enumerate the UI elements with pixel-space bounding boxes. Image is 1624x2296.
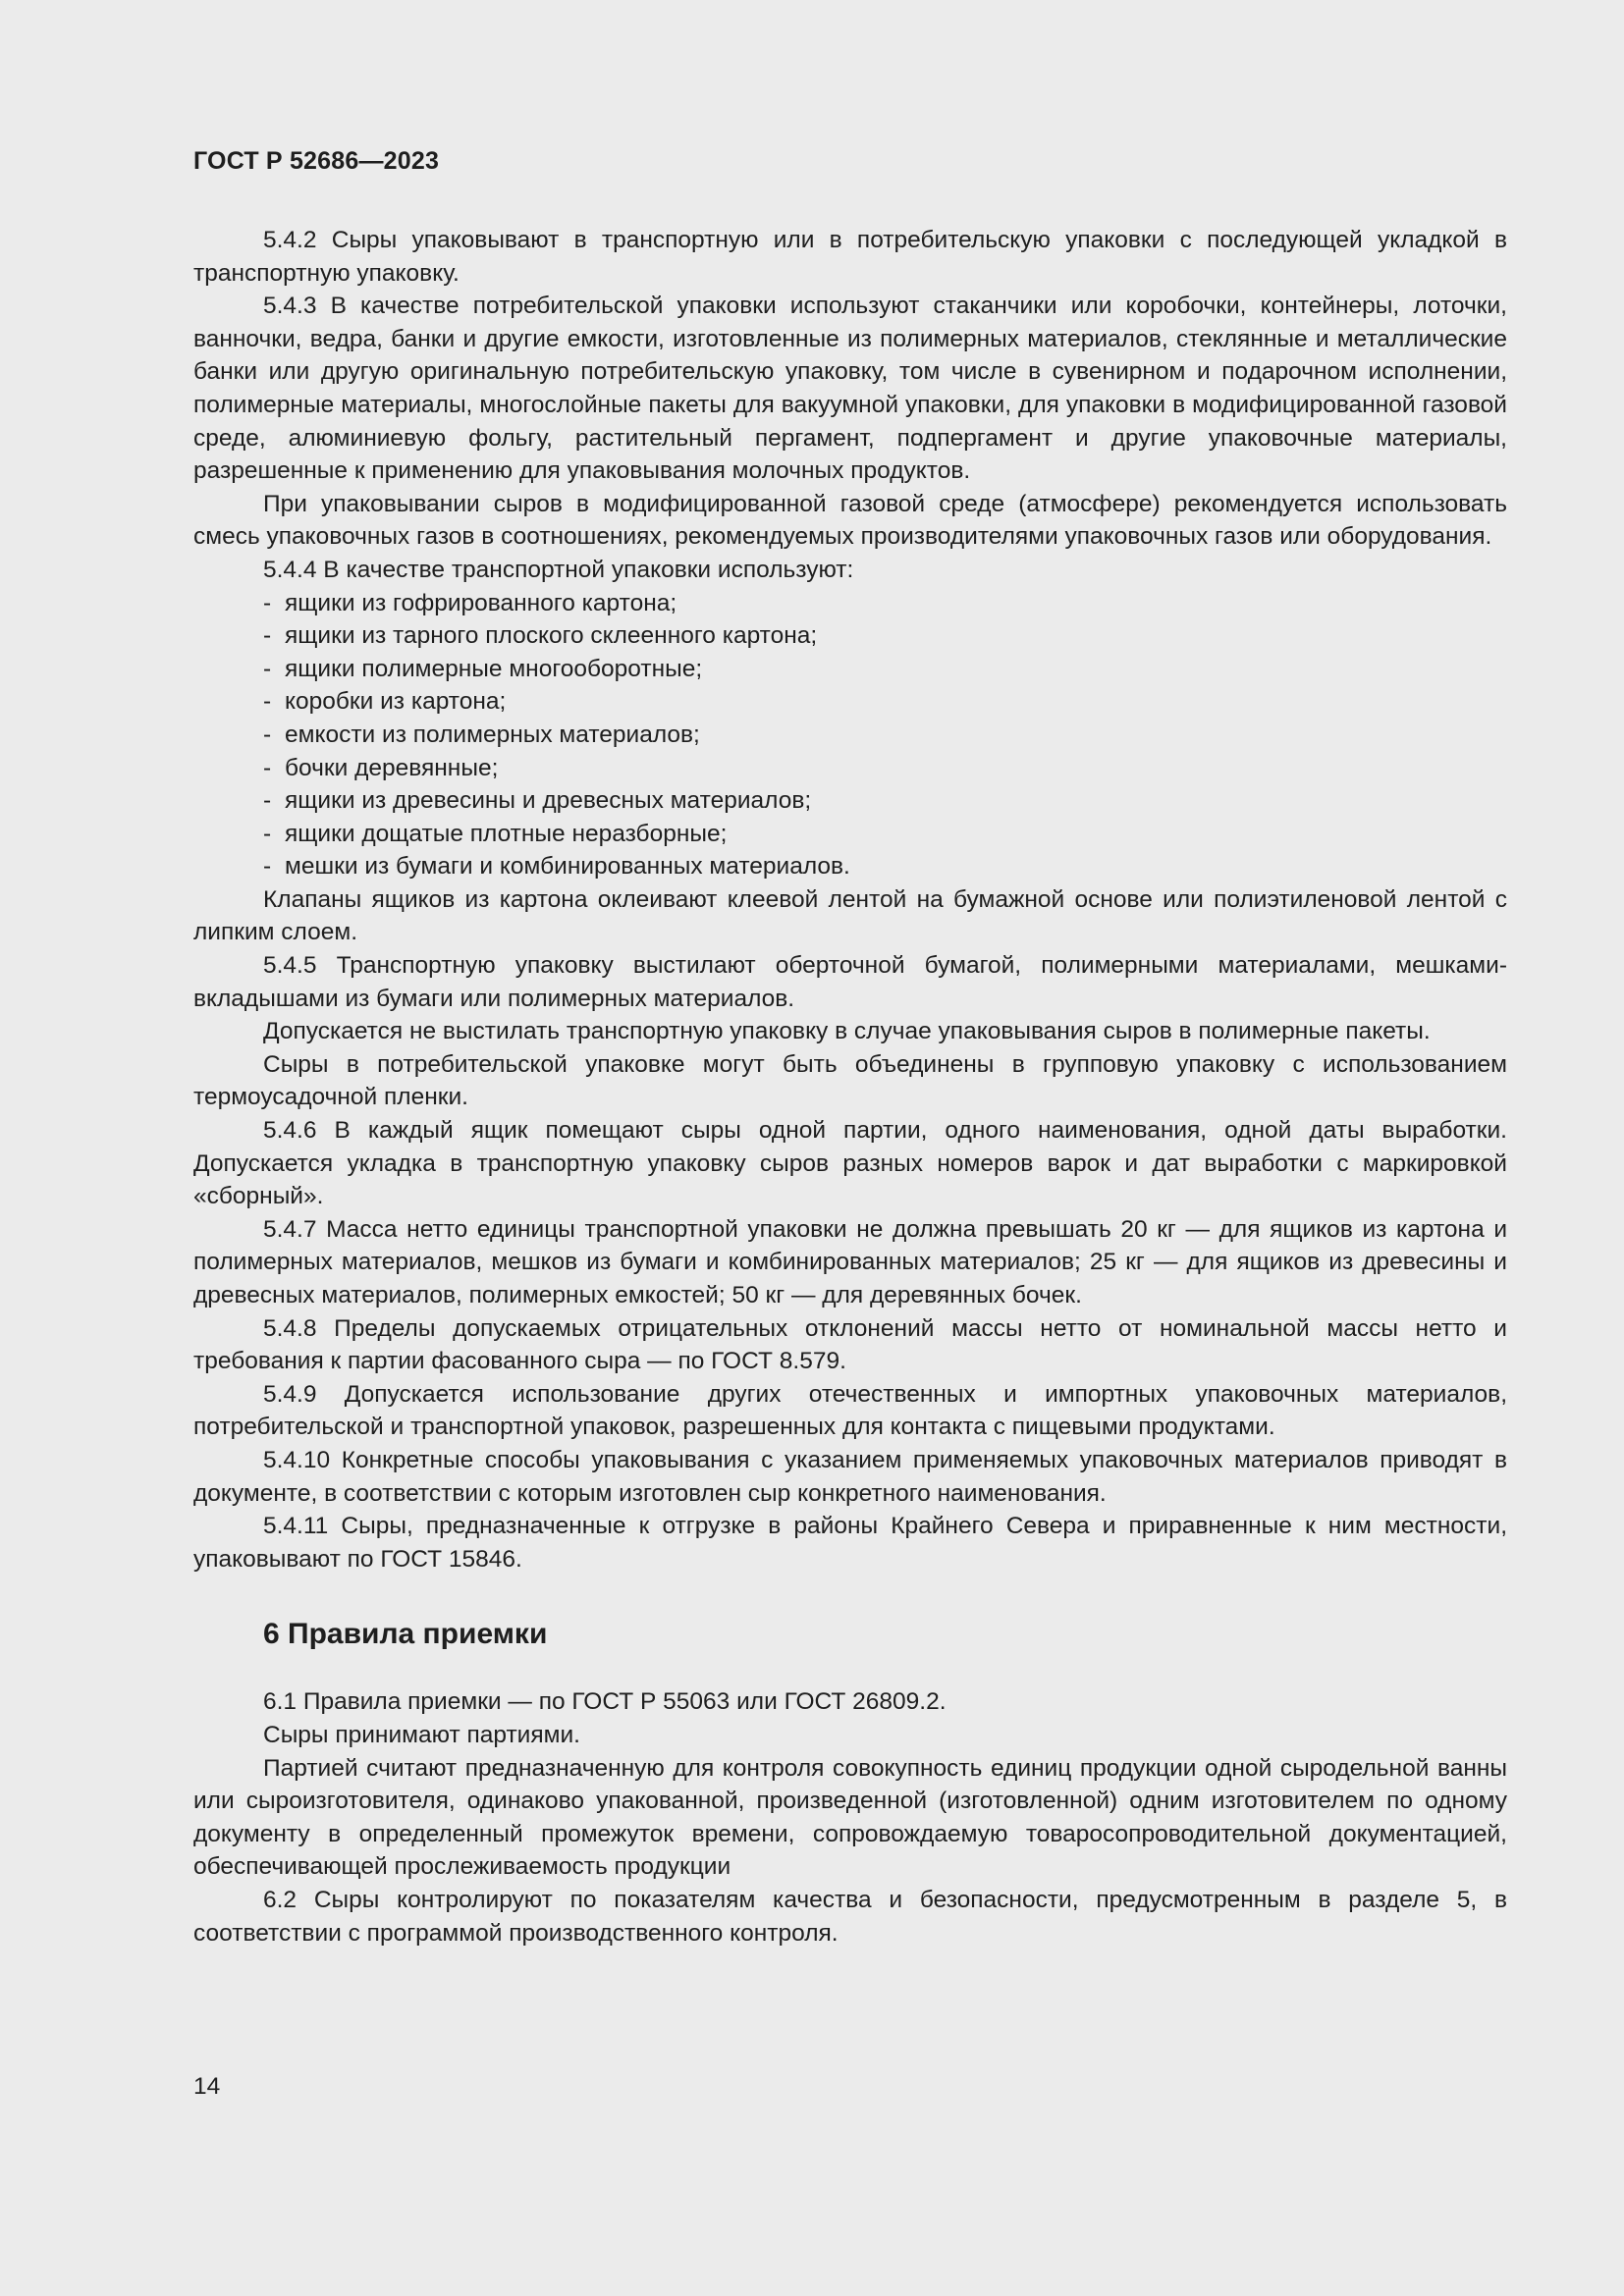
list-item-text: коробки из картона; <box>285 688 507 716</box>
paragraph-no-lining: Допускается не выстилать транспортную упаковку в случае упаковывания сыров в полимерные пакеты. <box>263 1018 1431 1045</box>
list-dash: - <box>263 754 272 781</box>
list-item-text: бочки деревянные; <box>285 754 499 781</box>
list-dash: - <box>263 589 272 616</box>
paragraph-5-4-4: 5.4.4 В качестве транспортной упаковки используют: <box>263 556 854 583</box>
document-code-header: ГОСТ Р 52686—2023 <box>193 147 440 175</box>
list-item-text: мешки из бумаги и комбинированных материалов. <box>285 853 850 881</box>
list-item-text: ящики из гофрированного картона; <box>285 589 677 616</box>
paragraph-5-4-9: 5.4.9 Допускается использование других отечественных и импортных упаковочных материалов, потребительской и транспортной упаковок, разрешенных для контакта с пищевыми продуктами. <box>193 1380 1507 1441</box>
list-dash: - <box>263 853 272 881</box>
list-dash: - <box>263 622 272 650</box>
list-dash: - <box>263 721 272 748</box>
list-item-text: ящики из тарного плоского склеенного картона; <box>285 622 818 650</box>
page-number: 14 <box>193 2073 221 2100</box>
list-item-text: ящики дощатые плотные неразборные; <box>285 820 728 847</box>
paragraph-modified-gas: При упаковывании сыров в модифицированной газовой среде (атмосфере) рекомендуется использовать смесь упаковочных газов в соотношениях, рекомендуемых производителями упаковочных газов или оборудования. <box>193 490 1507 551</box>
paragraph-5-4-10: 5.4.10 Конкретные способы упаковывания с указанием применяемых упаковочных материалов приводят в документе, в соответствии с которым изготовлен сыр конкретного наименования. <box>193 1446 1507 1507</box>
list-item-text: ящики полимерные многооборотные; <box>285 655 703 682</box>
paragraph-5-4-6: 5.4.6 В каждый ящик помещают сыры одной партии, одного наименования, одной даты выработки. Допускается укладка в транспортную упаковку сыров разных номеров варок и дат выработки с маркировкой «сборный». <box>193 1117 1507 1210</box>
paragraph-box-valves: Клапаны ящиков из картона оклеивают клеевой лентой на бумажной основе или полиэтиленовой лентой с липким слоем. <box>193 885 1507 946</box>
list-item <box>193 818 1507 851</box>
list-item <box>193 850 1507 883</box>
section-6-heading: 6 Правила приемки <box>263 1618 548 1651</box>
paragraph-5-4-11: 5.4.11 Сыры, предназначенные к отгрузке в районы Крайнего Севера и приравненные к ним местности, упаковывают по ГОСТ 15846. <box>193 1513 1507 1573</box>
paragraph-5-4-3: 5.4.3 В качестве потребительской упаковки используют стаканчики или коробочки, контейнеры, лоточки, ванночки, ведра, банки и другие емкости, изготовленные из полимерных материалов, стеклянные и металлические банки или другую оригинальную потребительскую упаковку, том числе в сувенирном и подарочном исполнении, полимерные материалы, многослойные пакеты для вакуумной упаковки, для упаковки в модифицированной газовой среде, алюминиевую фольгу, растительный пергамент, подпергамент и другие упаковочные материалы, разрешенные к применению для упаковывания молочных продуктов. <box>193 293 1507 485</box>
list-item <box>193 784 1507 818</box>
list-item <box>193 653 1507 686</box>
paragraph-5-4-5: 5.4.5 Транспортную упаковку выстилают оберточной бумагой, полимерными материалами, мешками-вкладышами из бумаги или полимерных материалов. <box>193 952 1507 1012</box>
transport-packaging-list <box>193 587 1507 883</box>
list-item <box>193 587 1507 620</box>
paragraph-5-4-7: 5.4.7 Масса нетто единицы транспортной упаковки не должна превышать 20 кг — для ящиков из картона и полимерных материалов, мешков из бумаги и комбинированных материалов; 25 кг — для ящиков из древесины и древесных материалов, полимерных емкостей; 50 кг — для деревянных бочек. <box>193 1215 1507 1308</box>
list-dash: - <box>263 787 272 815</box>
list-item-text: емкости из полимерных материалов; <box>285 721 700 748</box>
paragraph-6-1: 6.1 Правила приемки — по ГОСТ Р 55063 или ГОСТ 26809.2. <box>263 1688 947 1716</box>
list-dash: - <box>263 820 272 847</box>
list-dash: - <box>263 655 272 682</box>
paragraph-5-4-2: 5.4.2 Сыры упаковывают в транспортную или в потребительскую упаковки с последующей укладкой в транспортную упаковку. <box>193 227 1507 287</box>
list-item <box>193 719 1507 752</box>
paragraph-batches: Сыры принимают партиями. <box>263 1721 580 1748</box>
paragraph-6-2: 6.2 Сыры контролируют по показателям качества и безопасности, предусмотренным в разделе 5, в соответствии с программой производственного контроля. <box>193 1886 1507 1947</box>
paragraph-batch-definition: Партией считают предназначенную для контроля совокупность единиц продукции одной сыродельной ванны или сыроизготовителя, одинаково упакованной, произведенной (изготовленной) одним изготовителем по одному документу в определенный промежуток времени, сопровождаемую товаросопроводительной документацией, обеспечивающей прослеживаемость продукции <box>193 1754 1507 1881</box>
list-item <box>193 752 1507 785</box>
paragraph-5-4-8: 5.4.8 Пределы допускаемых отрицательных отклонений массы нетто от номинальной массы нетто и требования к партии фасованного сыра — по ГОСТ 8.579. <box>193 1314 1507 1375</box>
document-body <box>193 224 1507 1949</box>
list-dash: - <box>263 688 272 716</box>
list-item-text: ящики из древесины и древесных материалов; <box>285 787 812 815</box>
paragraph-group-packaging: Сыры в потребительской упаковке могут быть объединены в групповую упаковку с использованием термоусадочной пленки. <box>193 1050 1507 1111</box>
list-item <box>193 685 1507 719</box>
list-item <box>193 619 1507 653</box>
